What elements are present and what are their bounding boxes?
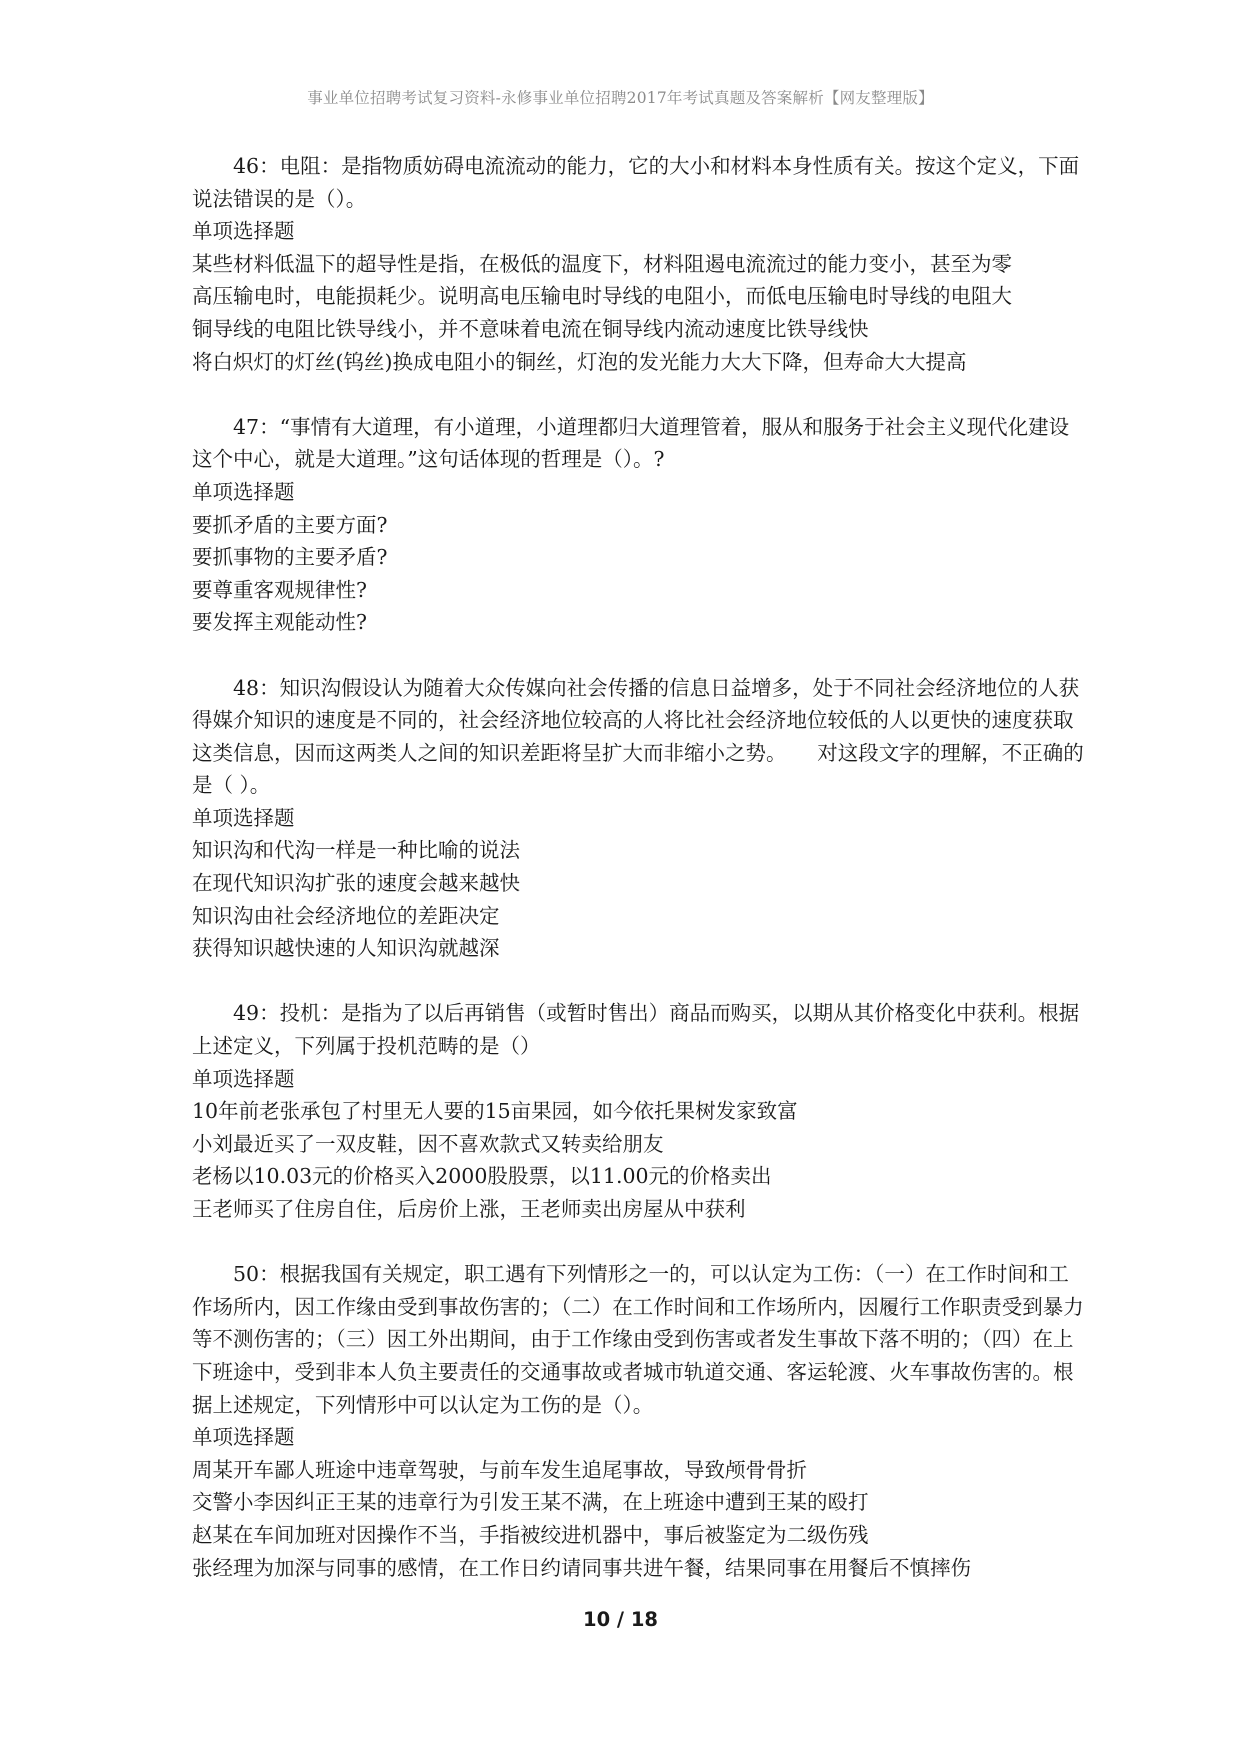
question-text: 50：根据我国有关规定，职工遇有下列情形之一的，可以认定为工伤：（一）在工作时间和工作场所内，因工作缘由受到事故伤害的；（二）在工作时间和工作场所内，因履行工作职责受到暴力等不测伤害的；（三）因工外出期间，由于工作缘由受到伤害或者发生事故下落不明的；（四）在上下班途中，受到非本人负主要责任的交通事故或者城市轨道交通、客运轮渡、火车事故伤害的。根据上述规定，下列情形中可以认定为工伤的是（）。 (192, 1262, 1084, 1417)
option-c: 知识沟由社会经济地位的差距决定 (192, 903, 500, 928)
question-46 (192, 150, 1084, 378)
question-type: 单项选择题 (192, 219, 295, 244)
option-a: 10年前老张承包了村里无人要的15亩果园，如今依托果树发家致富 (192, 1099, 798, 1124)
option-c: 老杨以10.03元的价格买入2000股股票，以11.00元的价格卖出 (192, 1164, 772, 1189)
option-a: 要抓矛盾的主要方面? (192, 512, 388, 537)
option-d: 要发挥主观能动性? (192, 610, 367, 635)
option-a: 知识沟和代沟一样是一种比喻的说法 (192, 838, 520, 863)
question-text: 47：“事情有大道理，有小道理，小道理都归大道理管着，服从和服务于社会主义现代化建设这个中心，就是大道理。”这句话体现的哲理是（）。? (192, 414, 1070, 472)
option-c: 要尊重客观规律性? (192, 577, 367, 602)
question-text: 46：电阻：是指物质妨碍电流流动的能力，它的大小和材料本身性质有关。按这个定义，下面说法错误的是（）。 (192, 154, 1080, 211)
option-a: 周某开车鄙人班途中违章驾驶，与前车发生追尾事故，导致颅骨骨折 (192, 1457, 807, 1482)
question-49 (192, 997, 1084, 1225)
question-type: 单项选择题 (192, 479, 295, 504)
page-header: 事业单位招聘考试复习资料-永修事业单位招聘2017年考试真题及答案解析【网友整理版】 (307, 89, 934, 107)
question-text: 48：知识沟假设认为随着大众传媒向社会传播的信息日益增多，处于不同社会经济地位的人获得媒介知识的速度是不同的，社会经济地位较高的人将比社会经济地位较低的人以更快的速度获取这类信息，因而这两类人之间的知识差距将呈扩大而非缩小之势。 对这段文字的理解，不正确的是（ ）。 (192, 675, 1084, 798)
question-text: 49：投机：是指为了以后再销售（或暂时售出）商品而购买，以期从其价格变化中获利。根据上述定义，下列属于投机范畴的是（） (192, 1001, 1080, 1059)
question-list (192, 150, 1084, 1617)
question-type: 单项选择题 (192, 805, 295, 830)
question-48 (192, 672, 1084, 965)
option-b: 交警小李因纠正王某的违章行为引发王某不满，在上班途中遭到王某的殴打 (192, 1490, 869, 1515)
question-50 (192, 1258, 1084, 1584)
option-d: 张经理为加深与同事的感情，在工作日约请同事共进午餐，结果同事在用餐后不慎摔伤 (192, 1555, 971, 1580)
option-c: 铜导线的电阻比铁导线小，并不意味着电流在铜导线内流动速度比铁导线快 (192, 316, 869, 341)
question-47 (192, 411, 1084, 639)
option-d: 王老师买了住房自住，后房价上涨，王老师卖出房屋从中获利 (192, 1197, 746, 1221)
question-type: 单项选择题 (192, 1066, 295, 1091)
option-b: 小刘最近买了一双皮鞋，因不喜欢款式又转卖给朋友 (192, 1131, 664, 1156)
option-b: 高压输电时，电能损耗少。说明高电压输电时导线的电阻小，而低电压输电时导线的电阻大 (192, 284, 1012, 309)
page-number: 10 / 18 (583, 1608, 658, 1631)
option-b: 在现代知识沟扩张的速度会越来越快 (192, 871, 520, 896)
option-d: 将白炽灯的灯丝(钨丝)换成电阻小的铜丝，灯泡的发光能力大大下降，但寿命大大提高 (192, 349, 967, 374)
option-c: 赵某在车间加班对因操作不当，手指被绞进机器中，事后被鉴定为二级伤残 (192, 1522, 869, 1547)
question-type: 单项选择题 (192, 1425, 295, 1450)
option-b: 要抓事物的主要矛盾? (192, 545, 388, 570)
option-d: 获得知识越快速的人知识沟就越深 (192, 936, 500, 961)
option-a: 某些材料低温下的超导性是指，在极低的温度下，材料阻遏电流流过的能力变小，甚至为零 (192, 251, 1012, 276)
